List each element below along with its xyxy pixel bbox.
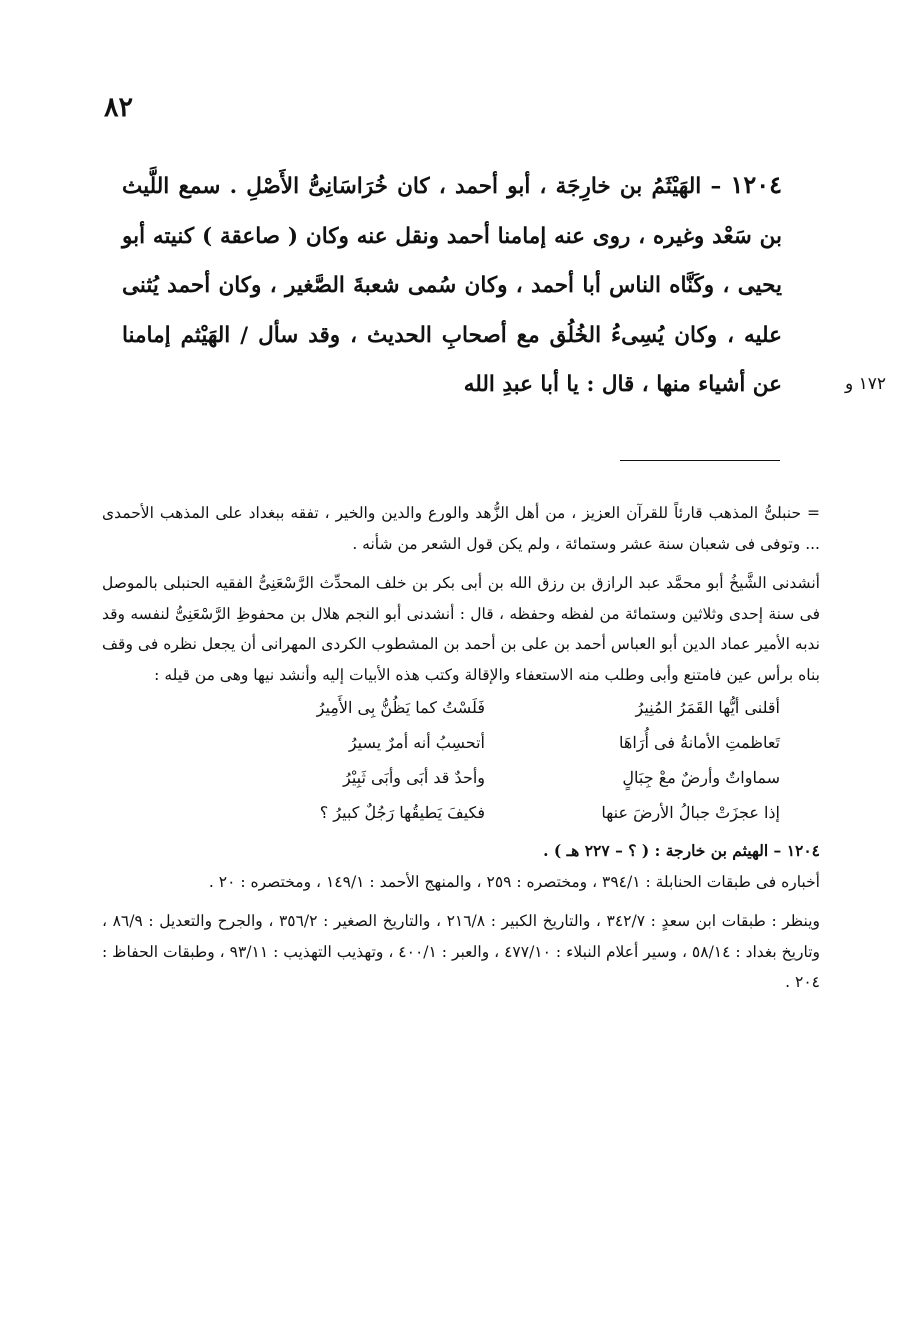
footnote-references: وينظر : طبقات ابن سعدٍ : ٣٤٢/٧ ، والتاريخ الكبير : ٢١٦/٨ ، والتاريخ الصغير : ٣٥٦/٢ ، والجرح والتعديل : ٨٦/٩ ، وتاريخ بغداد : ٥٨/١٤ ، وسير أعلام النبلاء : ٤٧٧/١٠ ، والعبر : ٤٠٠/١ ، وتهذيب التهذيب : ٩٣/١١ ، وطبقات الحفاظ : ٢٠٤ .: [102, 912, 821, 991]
verse-first-half: سماواتٌ وأرضٌ معْ جِبَالٍ: [622, 768, 780, 787]
footnotes: [102, 498, 820, 998]
poem: [220, 690, 780, 830]
verse-first-half: تَعاظمتِ الأمانةُ فى أُرَاهَا: [619, 733, 780, 752]
footnote-paragraph: أنشدنى الشَّيخُ أبو محمَّد عبد الرازق بن رزق الله بن أبى بكر بن خلف المحدِّث الرَّسْعَنِىُّ الفقيه الحنبلى بالموصل فى سنة إحدى وثلاثين وستمائة من لفظه وحفظه ، قال : أنشدنى أبو النجم هلال بن محفوظِ الرَّسْعَنِىُّ لنفسه وقد ندبه الأمير عماد الدين أبو العباس أحمد بن على بن أحمد بن المشطوب الكردى المهرانى أن يجعل نظره فى وقف بناه برأس عين فامتنع وأبى وطلب منه الاستعفاء والإقالة وكتب هذه الأبيات إليه وأنشد نيها وهى من قيله :: [102, 574, 820, 684]
verse-first-half: أقلنى أيُّها القَمَرُ المُنِيرُ: [635, 698, 780, 717]
verse-second-half: فكيفَ يَطيقُها رَجُلٌ كبيرُ ؟: [319, 803, 485, 822]
verse-second-half: أتحسِبُ أنه أمرٌ يسيرُ: [348, 733, 485, 752]
poem-verse: [220, 760, 780, 795]
entry-number: ١٢٠٤: [730, 170, 782, 199]
poem-verse: [220, 690, 780, 725]
margin-folio-note: ١٧٢ و: [844, 374, 886, 394]
footnote-divider: [620, 460, 780, 461]
footnote-sources: أخباره فى طبقات الحنابلة : ٣٩٤/١ ، ومختصره : ٢٥٩ ، والمنهج الأحمد : ١٤٩/١ ، ومختصره : ٢٠ .: [208, 872, 820, 891]
footnote-entry-title: – الهيثم بن خارجة : ( ؟ – ٢٢٧ هـ ) .: [543, 841, 782, 860]
poem-verse: [220, 795, 780, 830]
poem-verse: [220, 725, 780, 760]
verse-second-half: وأحدٌ قد أبَى وأبَى ثَبِيْرُ: [343, 768, 485, 787]
entry-text: – الهَيْثَمُ بن خارِجَة ، أبو أحمد ، كان خُرَاسَانِىُّ الأَصْلِ . سمع اللَّيث بن سَعْد وغيره ، روى عنه إمامنا أحمد ونقل عنه وكان ( صاعقة ) كنيته أبو يحيى ، وكَنَّاه الناس أبا أحمد ، وكان سُمى شعبةَ الصَّغير ، وكان أحمد يُثنى عليه ، وكان يُسِىءُ الخُلُق مع أصحابِ الحديث ، وقد سأل / الهَيْثم إمامنا عن أشياء منها ، قال : يا أبا عبدِ الله: [122, 174, 782, 397]
footnote-continuation: = حنبلىُّ المذهب قارئاً للقرآن العزيز ، من أهل الزُّهد والورع والدين والخير ، تفقه ببغداد على المذهب الأحمدى ... وتوفى فى شعبان سنة عشر وستمائة ، ولم يكن قول الشعر من شأنه .: [102, 504, 820, 553]
page-number: ٨٢: [104, 92, 134, 123]
verse-first-half: إذا عجزَتْ جبالُ الأرضَ عنها: [601, 803, 780, 822]
main-entry: [122, 160, 782, 410]
verse-second-half: فَلَسْتُ كما يَظُنُّ بِى الأَمِيرُ: [316, 698, 485, 717]
footnote-entry-heading: [102, 836, 820, 867]
footnote-entry-number: ١٢٠٤: [786, 841, 820, 860]
